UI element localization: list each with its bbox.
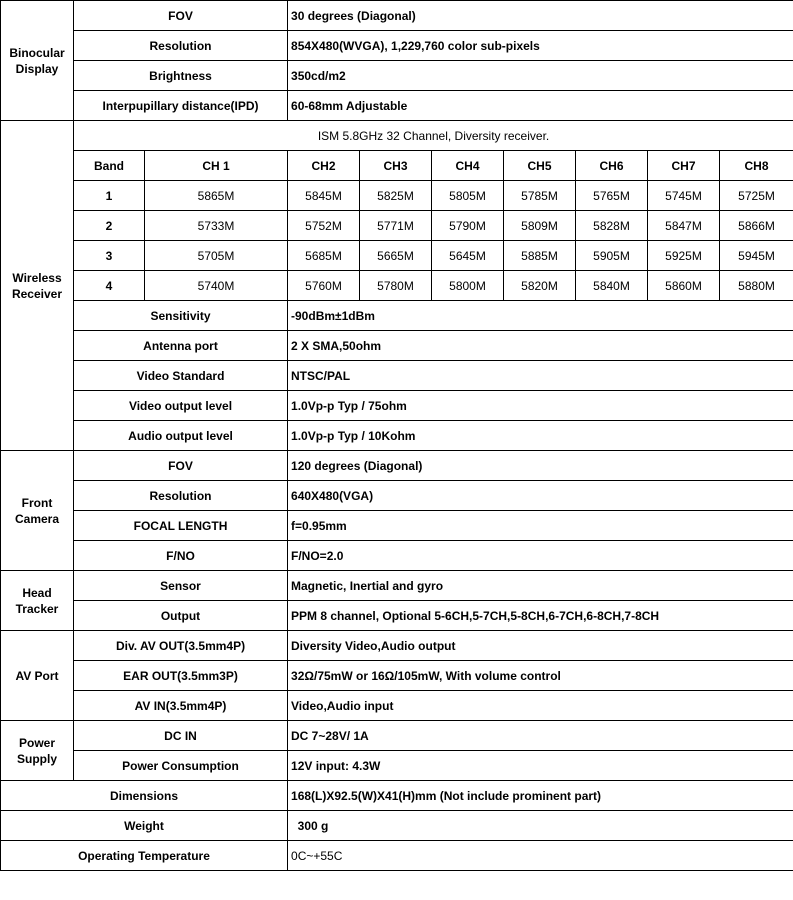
spec-value: 854X480(WVGA), 1,229,760 color sub-pixels [288,31,793,61]
band-row [1,181,793,211]
channel-frequency: 5800M [432,271,504,301]
spec-label: Sensitivity [74,301,288,331]
spec-label: FOV [74,451,288,481]
band-number: 3 [74,241,145,271]
group-front-camera: Front Camera [1,451,74,571]
band-row [1,271,793,301]
channel-frequency: 5780M [360,271,432,301]
band-row [1,211,793,241]
spec-row [1,121,793,151]
spec-row [1,571,793,601]
group-binocular-display: Binocular Display [1,1,74,121]
channel-header: CH3 [360,151,432,181]
spec-label: Sensor [74,571,288,601]
channel-frequency: 5860M [648,271,720,301]
spec-row [1,631,793,661]
spec-row [1,361,793,391]
spec-label: Div. AV OUT(3.5mm4P) [74,631,288,661]
channel-frequency: 5752M [288,211,360,241]
spec-row [1,661,793,691]
spec-value: 32Ω/75mW or 16Ω/105mW, With volume control [288,661,793,691]
spec-value: PPM 8 channel, Optional 5-6CH,5-7CH,5-8CH,6-7CH,6-8CH,7-8CH [288,601,793,631]
spec-value: Magnetic, Inertial and gyro [288,571,793,601]
spec-row [1,781,793,811]
spec-label: Audio output level [74,421,288,451]
channel-header: CH7 [648,151,720,181]
channel-frequency: 5845M [288,181,360,211]
spec-row [1,691,793,721]
group-power-supply: Power Supply [1,721,74,781]
channel-frequency: 5820M [504,271,576,301]
channel-frequency: 5847M [648,211,720,241]
spec-row [1,61,793,91]
channel-frequency: 5880M [720,271,793,301]
spec-label: Output [74,601,288,631]
spec-value: 12V input: 4.3W [288,751,793,781]
spec-label: Weight [1,811,288,841]
channel-frequency: 5740M [145,271,288,301]
channel-frequency: 5760M [288,271,360,301]
channel-frequency: 5805M [432,181,504,211]
channel-header: CH4 [432,151,504,181]
channel-frequency: 5785M [504,181,576,211]
spec-value: 0C~+55C [288,841,793,871]
spec-label: EAR OUT(3.5mm3P) [74,661,288,691]
channel-frequency: 5905M [576,241,648,271]
spec-label: Power Consumption [74,751,288,781]
channel-header: CH8 [720,151,793,181]
channel-frequency: 5866M [720,211,793,241]
spec-label: F/NO [74,541,288,571]
receiver-title: ISM 5.8GHz 32 Channel, Diversity receiver. [74,121,793,151]
channel-frequency: 5771M [360,211,432,241]
spec-value: -90dBm±1dBm [288,301,793,331]
spec-label: FOV [74,1,288,31]
channel-frequency: 5885M [504,241,576,271]
group-wireless-receiver: Wireless Receiver [1,121,74,451]
channel-frequency: 5733M [145,211,288,241]
channel-header: CH 1 [145,151,288,181]
channel-header-row [1,151,793,181]
spec-value: Video,Audio input [288,691,793,721]
channel-header: CH6 [576,151,648,181]
spec-value: 350cd/m2 [288,61,793,91]
channel-header: CH5 [504,151,576,181]
spec-row [1,511,793,541]
channel-frequency: 5840M [576,271,648,301]
spec-label: Interpupillary distance(IPD) [74,91,288,121]
spec-row [1,331,793,361]
spec-value: 640X480(VGA) [288,481,793,511]
spec-value: 300 g [288,811,793,841]
spec-value: 1.0Vp-p Typ / 10Kohm [288,421,793,451]
spec-row [1,601,793,631]
spec-value: 120 degrees (Diagonal) [288,451,793,481]
band-header: Band [74,151,145,181]
group-head-tracker: Head Tracker [1,571,74,631]
spec-label: Dimensions [1,781,288,811]
spec-row [1,421,793,451]
channel-frequency: 5745M [648,181,720,211]
spec-row [1,841,793,871]
spec-label: Resolution [74,481,288,511]
channel-frequency: 5765M [576,181,648,211]
spec-label: DC IN [74,721,288,751]
spec-value: F/NO=2.0 [288,541,793,571]
spec-row [1,541,793,571]
channel-frequency: 5865M [145,181,288,211]
spec-row [1,391,793,421]
spec-label: Video output level [74,391,288,421]
spec-label: Video Standard [74,361,288,391]
spec-value: 30 degrees (Diagonal) [288,1,793,31]
spec-label: Brightness [74,61,288,91]
spec-row [1,91,793,121]
spec-label: Resolution [74,31,288,61]
spec-label: Antenna port [74,331,288,361]
channel-frequency: 5945M [720,241,793,271]
channel-frequency: 5790M [432,211,504,241]
group-av-port: AV Port [1,631,74,721]
channel-frequency: 5725M [720,181,793,211]
spec-row [1,721,793,751]
channel-frequency: 5825M [360,181,432,211]
channel-frequency: 5828M [576,211,648,241]
channel-frequency: 5665M [360,241,432,271]
band-number: 4 [74,271,145,301]
spec-value: NTSC/PAL [288,361,793,391]
spec-label: Operating Temperature [1,841,288,871]
channel-frequency: 5809M [504,211,576,241]
spec-label: FOCAL LENGTH [74,511,288,541]
spec-value: DC 7~28V/ 1A [288,721,793,751]
spec-row [1,1,793,31]
spec-row [1,811,793,841]
channel-frequency: 5645M [432,241,504,271]
channel-header: CH2 [288,151,360,181]
spec-row [1,31,793,61]
spec-value: 2 X SMA,50ohm [288,331,793,361]
spec-row [1,751,793,781]
spec-row [1,301,793,331]
band-number: 1 [74,181,145,211]
spec-value: 168(L)X92.5(W)X41(H)mm (Not include prominent part) [288,781,793,811]
band-number: 2 [74,211,145,241]
spec-label: AV IN(3.5mm4P) [74,691,288,721]
spec-value: Diversity Video,Audio output [288,631,793,661]
channel-frequency: 5685M [288,241,360,271]
band-row [1,241,793,271]
channel-frequency: 5925M [648,241,720,271]
spec-value: 60-68mm Adjustable [288,91,793,121]
spec-value: 1.0Vp-p Typ / 75ohm [288,391,793,421]
spec-row [1,481,793,511]
channel-frequency: 5705M [145,241,288,271]
spec-value: f=0.95mm [288,511,793,541]
spec-row [1,451,793,481]
